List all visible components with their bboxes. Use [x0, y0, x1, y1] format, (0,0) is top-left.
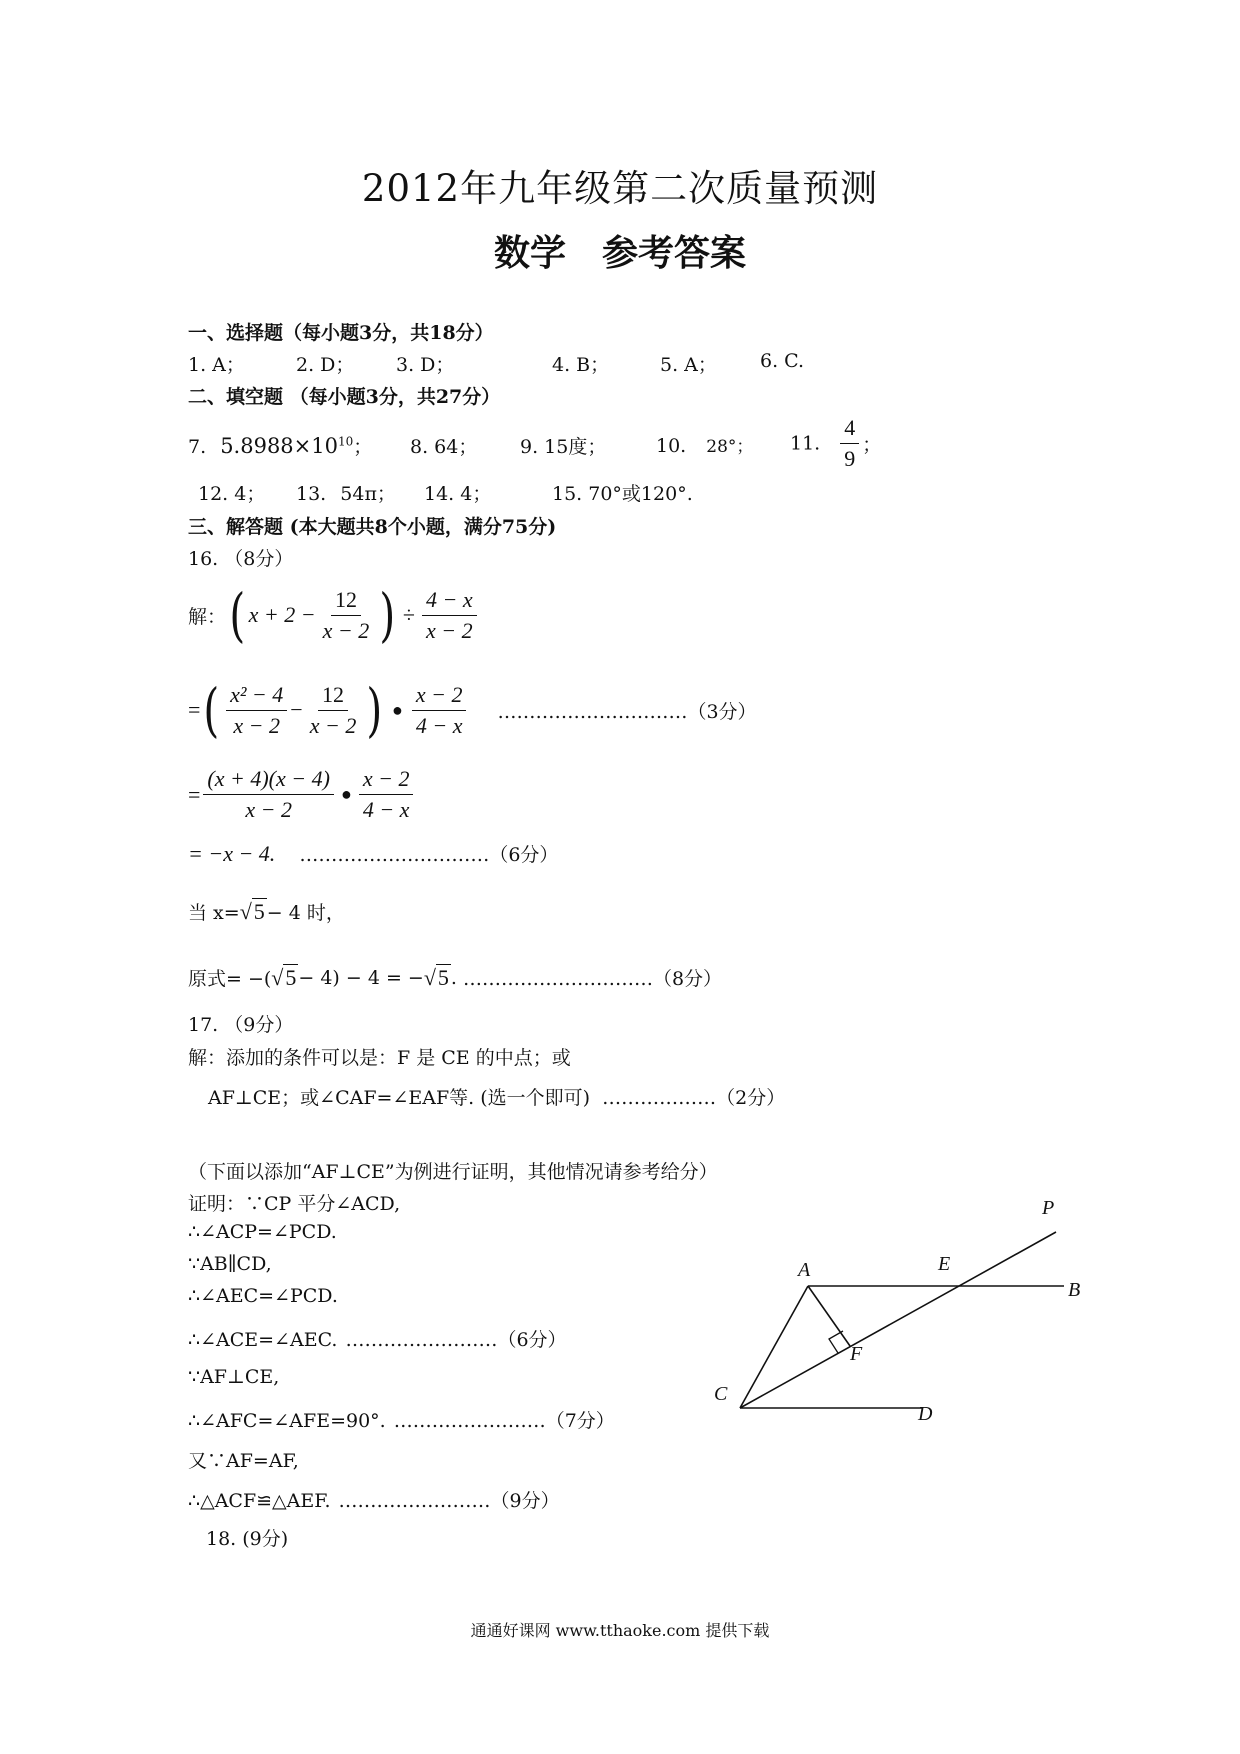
q18-label: 18. (9分) — [206, 1528, 289, 1550]
choice-answer-5: 5. A； — [660, 354, 717, 376]
q11-number: 11. — [790, 432, 821, 455]
choice-answer-4: 4. B； — [552, 354, 610, 376]
proof-line: ∴∠AEC=∠PCD. — [188, 1285, 338, 1307]
label-a: A — [798, 1259, 811, 1281]
q17-label: 17. （9分） — [188, 1014, 294, 1036]
section1-heading: 一、选择题（每小题3分，共18分） — [188, 322, 494, 344]
q10-value: 28°； — [706, 437, 754, 457]
q16-line1: 解： ( x + 2 − $\frac{12}{x - 2}$ ) ÷ $\frac{4 - x}{x - 2}$ — [188, 586, 480, 644]
fill-answer-8: 8. 64； — [410, 436, 478, 458]
label-d: D — [918, 1403, 933, 1425]
choice-answer-6: 6. C. — [760, 350, 805, 372]
fill-answer-7: 7. $5.8988\times 10^{10}$； — [188, 434, 373, 458]
label-p: P — [1042, 1197, 1055, 1219]
fill-answer-12: 12. 4； — [198, 483, 266, 505]
fill-answer-11: 11. $\frac{4}{9}$ ； — [790, 415, 882, 471]
proof-line: ∴∠ACP=∠PCD. — [188, 1221, 337, 1243]
q7-number: 7. — [188, 436, 207, 458]
choice-answer-2: 2. D； — [296, 354, 355, 376]
q16-label: 16. （8分） — [188, 548, 294, 570]
proof-line: ∴△ACF≌△AEF. ……………………（9分） — [188, 1490, 560, 1512]
q7-exponent: 10 — [337, 434, 354, 449]
q16-line2: = ( $\frac{\text{x² − 4}}{x - 2}$ − $\frac{12}{x - 2}$ ) ● $\frac{x - 2}{4 - x}$ …………………………（3分） — [188, 676, 757, 744]
choice-answer-3: 3. D； — [396, 354, 455, 376]
proof-line: ∴∠AFC=∠AFE=90°. ……………………（7分） — [188, 1410, 615, 1432]
q16-line6: 原式= −( √5 − 4) − 4 = − √5 . …………………………（8分） — [188, 964, 723, 990]
geometry-figure — [700, 1190, 1130, 1430]
q16-line5: 当 x= √5 − 4 时， — [188, 898, 345, 924]
fill-answer-15: 15. 70°或120°. — [552, 483, 693, 505]
q11-fraction: $\frac{4}{9}$ — [840, 415, 859, 472]
line-cp — [740, 1232, 1056, 1408]
page-title: 2012年九年级第二次质量预测 — [361, 167, 879, 210]
q17-line1: 解：添加的条件可以是：F 是 CE 的中点；或 — [188, 1047, 571, 1069]
q16-line4: = −x − 4. …………………………（6分） — [188, 840, 559, 866]
proof-line: ∵AB∥CD, — [188, 1253, 272, 1275]
fill-answer-14: 14. 4； — [424, 483, 492, 505]
q17-note: （下面以添加“AF⊥CE”为例进行证明，其他情况请参考给分） — [188, 1161, 718, 1183]
q16-line3: = $\frac{(x + 4)(x - 4)}{x - 2}$ ● $\frac{x - 2}{4 - x}$ — [188, 766, 416, 823]
section2-heading: 二、填空题 （每小题3分，共27分） — [188, 386, 501, 408]
q7-value: 5.8988×10 — [220, 434, 338, 458]
proof-line: 证明：∵CP 平分∠ACD, — [188, 1193, 401, 1215]
page-footer: 通通好课网 www.tthaoke.com 提供下载 — [470, 1621, 770, 1640]
page-subtitle: 数学 参考答案 — [493, 232, 746, 274]
label-f: F — [850, 1343, 863, 1365]
label-c: C — [714, 1383, 728, 1405]
proof-line: ∵AF⊥CE, — [188, 1366, 280, 1388]
q17-line2: AF⊥CE；或∠CAF=∠EAF等. (选一个即可) ………………（2分） — [208, 1087, 786, 1109]
label-b: B — [1068, 1279, 1081, 1301]
fill-answer-10 — [656, 432, 753, 457]
label-e: E — [938, 1253, 951, 1275]
proof-line: ∴∠ACE=∠AEC. ……………………（6分） — [188, 1329, 567, 1351]
choice-answer-1: 1. A； — [188, 354, 245, 376]
q13-number: 13. — [296, 483, 327, 505]
line-af — [808, 1286, 850, 1346]
proof-line: 又∵AF=AF, — [188, 1450, 299, 1472]
section3-heading: 三、解答题 (本大题共8个小题，满分75分) — [188, 516, 557, 538]
fill-answer-13 — [296, 479, 396, 506]
fill-answer-9: 9. 15度； — [520, 436, 607, 458]
q10-number: 10. — [656, 435, 687, 457]
q13-value: 54π； — [340, 483, 396, 505]
